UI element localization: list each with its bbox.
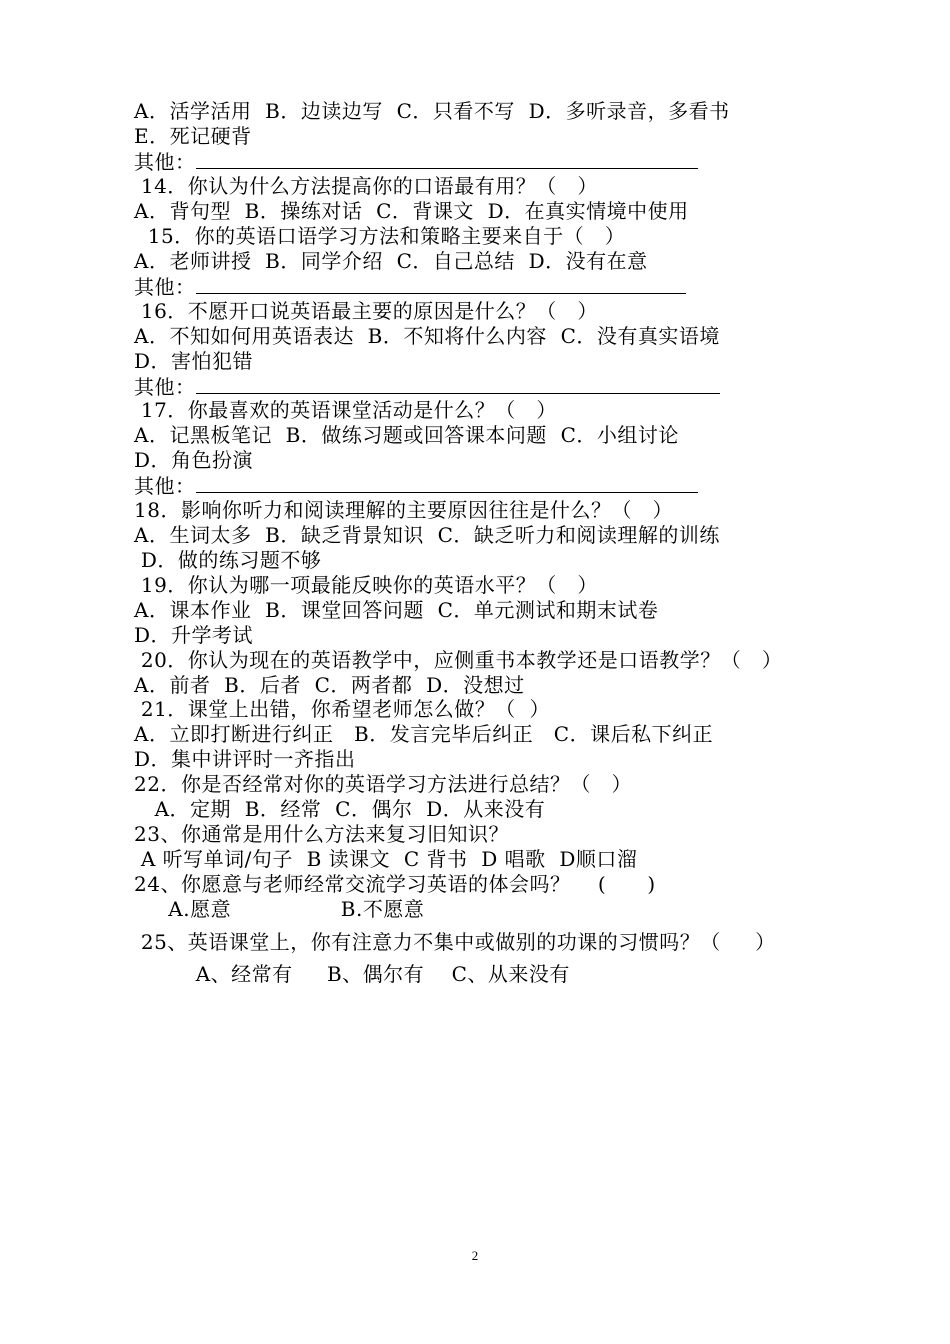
q24-question: 24、你愿意与老师经常交流学习英语的体会吗？ ( ) xyxy=(134,872,656,896)
q20-options: A．前者 B．后者 C．两者都 D．没想过 xyxy=(134,673,525,697)
other-label-text: 其他： xyxy=(134,474,196,498)
q16-options-line1: A．不知如何用英语表达 B．不知将什么内容 C．没有真实语境 xyxy=(134,324,720,348)
other-label-text: 其他： xyxy=(134,375,196,399)
q17-options-line2: D．角色扮演 xyxy=(134,448,254,472)
q20-question: 20．你认为现在的英语教学中，应侧重书本教学还是口语教学？（ ） xyxy=(134,648,783,672)
other-blank-line xyxy=(196,473,698,493)
q19-options-line1: A．课本作业 B．课堂回答问题 C．单元测试和期末试卷 xyxy=(134,598,659,622)
q17-other-label xyxy=(134,473,698,498)
q16-question: 16．不愿开口说英语最主要的原因是什么？（ ） xyxy=(134,299,598,323)
q21-question: 21．课堂上出错，你希望老师怎么做？（ ） xyxy=(134,697,551,721)
other-label-text: 其他： xyxy=(134,275,196,299)
q18-options-line1: A．生词太多 B．缺乏背景知识 C．缺乏听力和阅读理解的训练 xyxy=(134,523,720,547)
q19-question: 19．你认为哪一项最能反映你的英语水平？（ ） xyxy=(134,573,598,597)
q19-options-line2: D．升学考试 xyxy=(134,623,254,647)
q22-options: A．定期 B．经常 C．偶尔 D．从来没有 xyxy=(134,797,546,821)
q13-options-line1: A．活学活用 B．边读边写 C．只看不写 D．多听录音，多看书 xyxy=(134,99,730,123)
q25-question: 25、英语课堂上，你有注意力不集中或做别的功课的习惯吗？（ ） xyxy=(134,930,776,954)
q16-options-line2: D．害怕犯错 xyxy=(134,349,254,373)
q25-options: A、经常有 B、偶尔有 C、从来没有 xyxy=(134,962,570,986)
q21-options-line2: D．集中讲评时一齐指出 xyxy=(134,747,356,771)
other-label-text: 其他： xyxy=(134,150,196,174)
q13-other-label xyxy=(134,149,698,174)
q16-other-label xyxy=(134,374,720,399)
q14-question: 14．你认为什么方法提高你的口语最有用？（ ） xyxy=(134,174,598,198)
other-blank-line xyxy=(196,374,720,394)
q22-question: 22．你是否经常对你的英语学习方法进行总结？（ ） xyxy=(134,772,633,796)
other-blank-line xyxy=(196,274,686,294)
q13-options-line2: E．死记硬背 xyxy=(134,124,252,148)
q23-options: A 听写单词/句子 B 读课文 C 背书 D 唱歌 D顺口溜 xyxy=(134,847,638,871)
q15-other-label xyxy=(134,274,686,299)
q18-question: 18．影响你听力和阅读理解的主要原因往往是什么？（ ） xyxy=(134,498,674,522)
q18-options-line2: D．做的练习题不够 xyxy=(134,548,322,572)
q17-question: 17．你最喜欢的英语课堂活动是什么？（ ） xyxy=(134,398,557,422)
q21-options-line1: A．立即打断进行纠正 B．发言完毕后纠正 C．课后私下纠正 xyxy=(134,722,714,746)
other-blank-line xyxy=(196,149,698,169)
q24-options: A.愿意 B.不愿意 xyxy=(134,897,425,921)
page-number: 2 xyxy=(471,1248,479,1263)
q14-options: A．背句型 B．操练对话 C．背课文 D．在真实情境中使用 xyxy=(134,199,689,223)
q23-question: 23、你通常是用什么方法来复习旧知识？ xyxy=(134,822,509,846)
q17-options-line1: A．记黑板笔记 B．做练习题或回答课本问题 C．小组讨论 xyxy=(134,423,679,447)
q15-question: 15．你的英语口语学习方法和策略主要来自于（ ） xyxy=(134,224,626,248)
q15-options: A．老师讲授 B．同学介绍 C．自己总结 D．没有在意 xyxy=(134,249,648,273)
